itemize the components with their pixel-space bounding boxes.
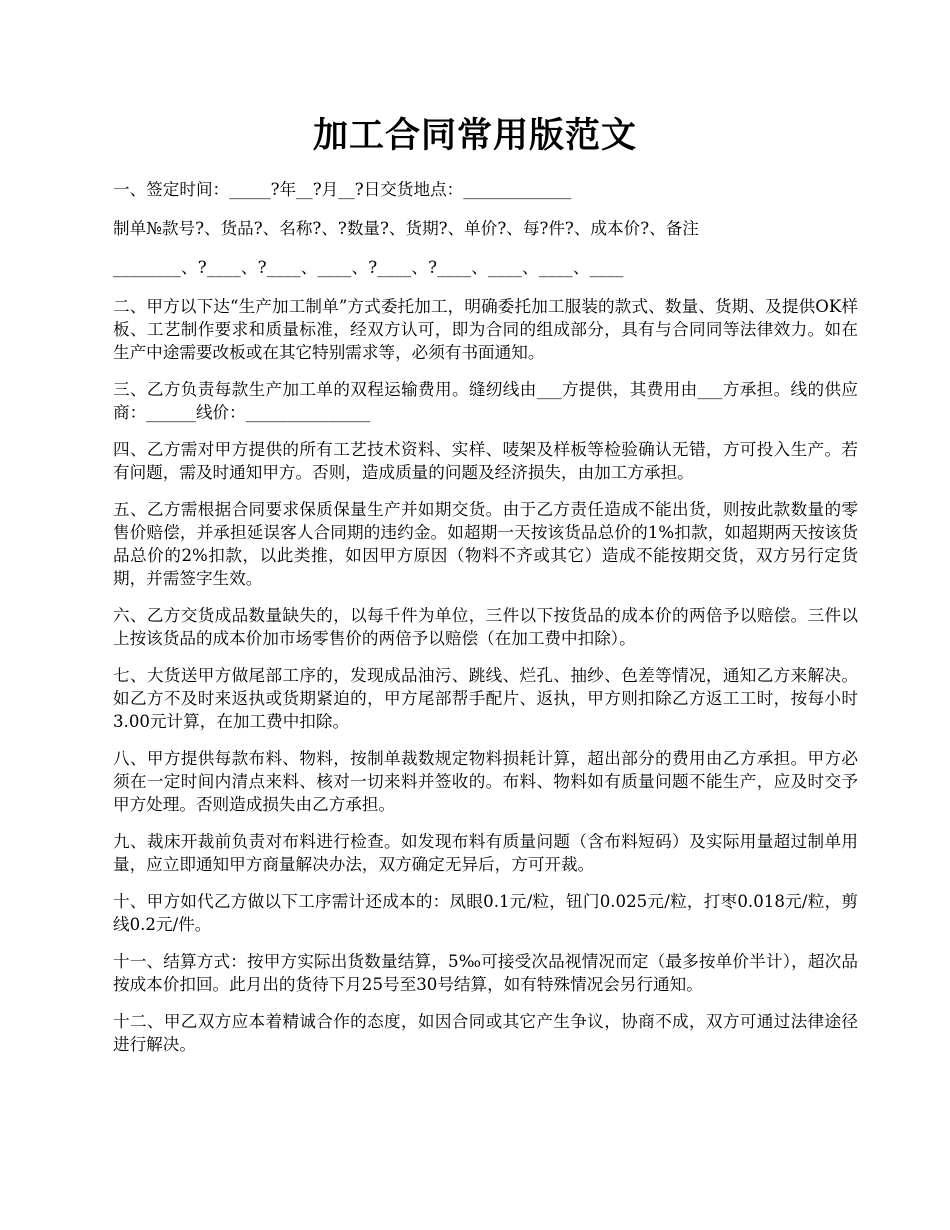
clause-2: 二、甲方以下达“生产加工制单”方式委托加工，明确委托加工服装的款式、数量、货期、及提供OK样板、工艺制作要求和质量标准，经双方认可，即为合同的组成部分，具有与合同同等法律效力。如在生产中途需要改板或在其它特别需求等，必须有书面通知。 — [113, 297, 858, 362]
clause-6: 六、乙方交货成品数量缺失的，以每千件为单位，三件以下按货品的成本价的两倍予以赔偿。三件以上按该货品的成本价加市场零售价的两倍予以赔偿（在加工费中扣除）。 — [113, 606, 858, 648]
clause-8: 八、甲方提供每款布料、物料，按制单裁数规定物料损耗计算，超出部分的费用由乙方承担。甲方必须在一定时间内清点来料、核对一切来料并签收的。布料、物料如有质量问题不能生产，应及时交予甲方处理。否则造成损失由乙方承担。 — [113, 749, 858, 814]
clause-7: 七、大货送甲方做尾部工序的，发现成品油污、跳线、烂孔、抽纱、色差等情况，通知乙方来解决。如乙方不及时来返执或货期紧迫的，甲方尾部帮手配片、返执，甲方则扣除乙方返工工时，按每小时3.00元计算，在加工费中扣除。 — [113, 666, 858, 731]
document-body — [113, 178, 858, 1070]
order-form-fields: 制单№款号?、货品?、名称?、?数量?、货期?、单价?、每?件?、成本价?、备注 — [113, 219, 699, 238]
clause-11: 十一、结算方式：按甲方实际出货数量结算，5‰可接受次品视情况而定（最多按单价半计），超次品按成本价扣回。此月出的货待下月25号至30号结算，如有特殊情况会另行通知。 — [113, 952, 858, 994]
clause-9: 九、裁床开裁前负责对布料进行检查。如发现布料有质量问题（含布料短码）及实际用量超过制单用量，应立即通知甲方商量解决办法，双方确定无异后，方可开裁。 — [113, 832, 858, 874]
clause-3: 三、乙方负责每款生产加工单的双程运输费用。缝纫线由___方提供，其费用由___方承担。线的供应商：______线价：_______________ — [113, 380, 858, 422]
clause-10: 十、甲方如代乙方做以下工序需计还成本的：凤眼0.1元/粒，钮门0.025元/粒，打枣0.018元/粒，剪线0.2元/件。 — [113, 892, 858, 934]
clause-4: 四、乙方需对甲方提供的所有工艺技术资料、实样、唛架及样板等检验确认无错，方可投入生产。若有问题，需及时通知甲方。否则，造成质量的问题及经济损失，由加工方承担。 — [113, 440, 858, 482]
clause-1-signing-time: 一、签定时间：_____?年__?月__?日交货地点：_____________ — [113, 180, 572, 199]
document-title: 加工合同常用版范文 — [312, 115, 637, 156]
clause-12: 十二、甲乙双方应本着精诚合作的态度，如因合同或其它产生争议，协商不成，双方可通过法律途径进行解决。 — [113, 1012, 858, 1054]
clause-5: 五、乙方需根据合同要求保质保量生产并如期交货。由于乙方责任造成不能出货，则按此款数量的零售价赔偿，并承担延误客人合同期的违约金。如超期一天按该货品总价的1%扣款，如超期两天按该货品总价的2%扣款，以此类推，如因甲方原因（物料不齐或其它）造成不能按期交货，双方另行定货期，并需签字生效。 — [113, 500, 858, 588]
order-form-blanks: ________、?____、?____、____、?____、?____、____、____、____ — [113, 258, 624, 277]
